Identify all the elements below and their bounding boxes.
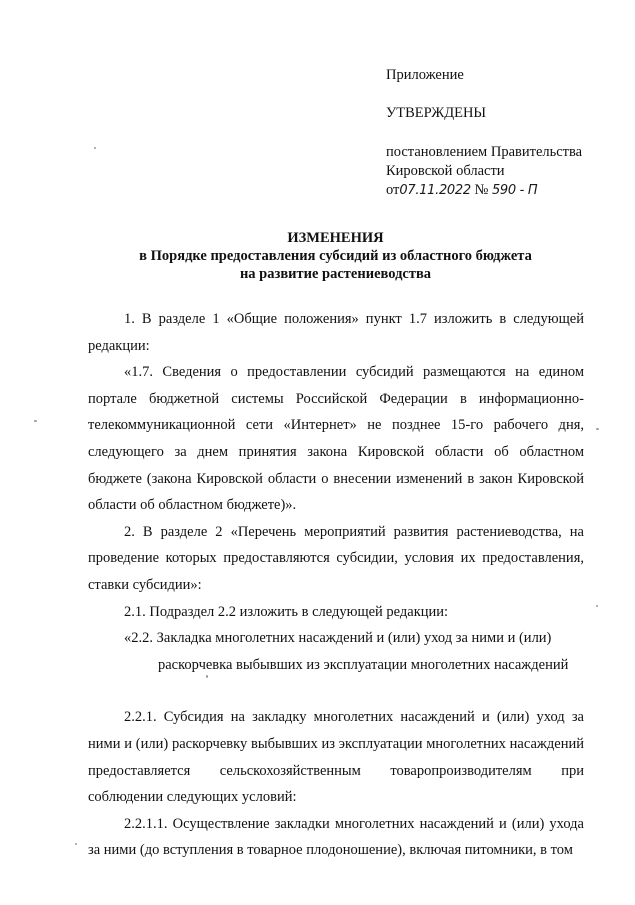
paragraph-2-2-1: 2.2.1. Субсидия на закладку многолетних насаждений и (или) уход за ними и (или) раскорчевку выбывших из эксплуатации многолетних насаждений предоставляется сельскохозяйственным товаропроизводителям при соблюдении следующих условий: [88, 709, 584, 806]
approved-by-line-2: Кировской области [386, 163, 505, 179]
scan-speck [34, 420, 37, 422]
handwritten-number: 590 - П [491, 183, 538, 198]
number-prefix: № [474, 182, 489, 198]
paragraph-1-7: «1.7. Сведения о предоставлении субсидий размещаются на едином портале бюджетной системы Российской Федерации в информационно-телекоммуникационной сети «Интернет» не позднее 15-го рабочего дня, следующего за днем принятия закона Кировской области об областном бюджете (закона Кировской области о внесении изменений в закон Кировской области об областном бюджете)». [88, 364, 584, 514]
scan-speck [94, 147, 96, 149]
approval-date-number-line [386, 181, 616, 200]
approved-by-line-1: постановлением Правительства [386, 144, 583, 160]
handwritten-date: 07.11.2022 [399, 183, 471, 198]
scan-speck [596, 428, 599, 430]
paragraph-2-1: 2.1. Подраздел 2.2 изложить в следующей редакции: [124, 603, 449, 620]
title-heading: ИЗМЕНЕНИЯ [287, 230, 384, 246]
subsection-2-2-heading-line-1: «2.2. Закладка многолетних насаждений и (или) уход за ними и (или) [124, 630, 552, 647]
paragraph-spacer [88, 678, 584, 704]
paragraph-2-2-1-1: 2.2.1.1. Осуществление закладки многолетних насаждений и (или) ухода за ними (до вступления в товарное плодоношение), включая питомники, в том [88, 815, 584, 859]
approved-label: УТВЕРЖДЕНЫ [386, 105, 487, 121]
scan-speck [596, 605, 598, 607]
title-subheading-line-1: в Порядке предоставления субсидий из областного бюджета [139, 248, 532, 264]
appendix-label: Приложение [386, 67, 464, 83]
document-body [88, 306, 584, 864]
from-prefix: от [386, 182, 400, 198]
scan-speck [206, 675, 208, 678]
subsection-2-2-heading-line-2: раскорчевка выбывших из эксплуатации многолетних насаждений [158, 656, 569, 673]
approval-block [386, 66, 616, 200]
document-title [88, 229, 583, 283]
scan-speck [75, 843, 77, 845]
paragraph-2: 2. В разделе 2 «Перечень мероприятий развития растениеводства, на проведение которых предоставляются субсидии, условия их предоставления, ставки субсидии»: [88, 523, 584, 593]
title-subheading-line-2: на развитие растениеводства [239, 266, 432, 282]
paragraph-1: 1. В разделе 1 «Общие положения» пункт 1.7 изложить в следующей редакции: [88, 311, 584, 354]
